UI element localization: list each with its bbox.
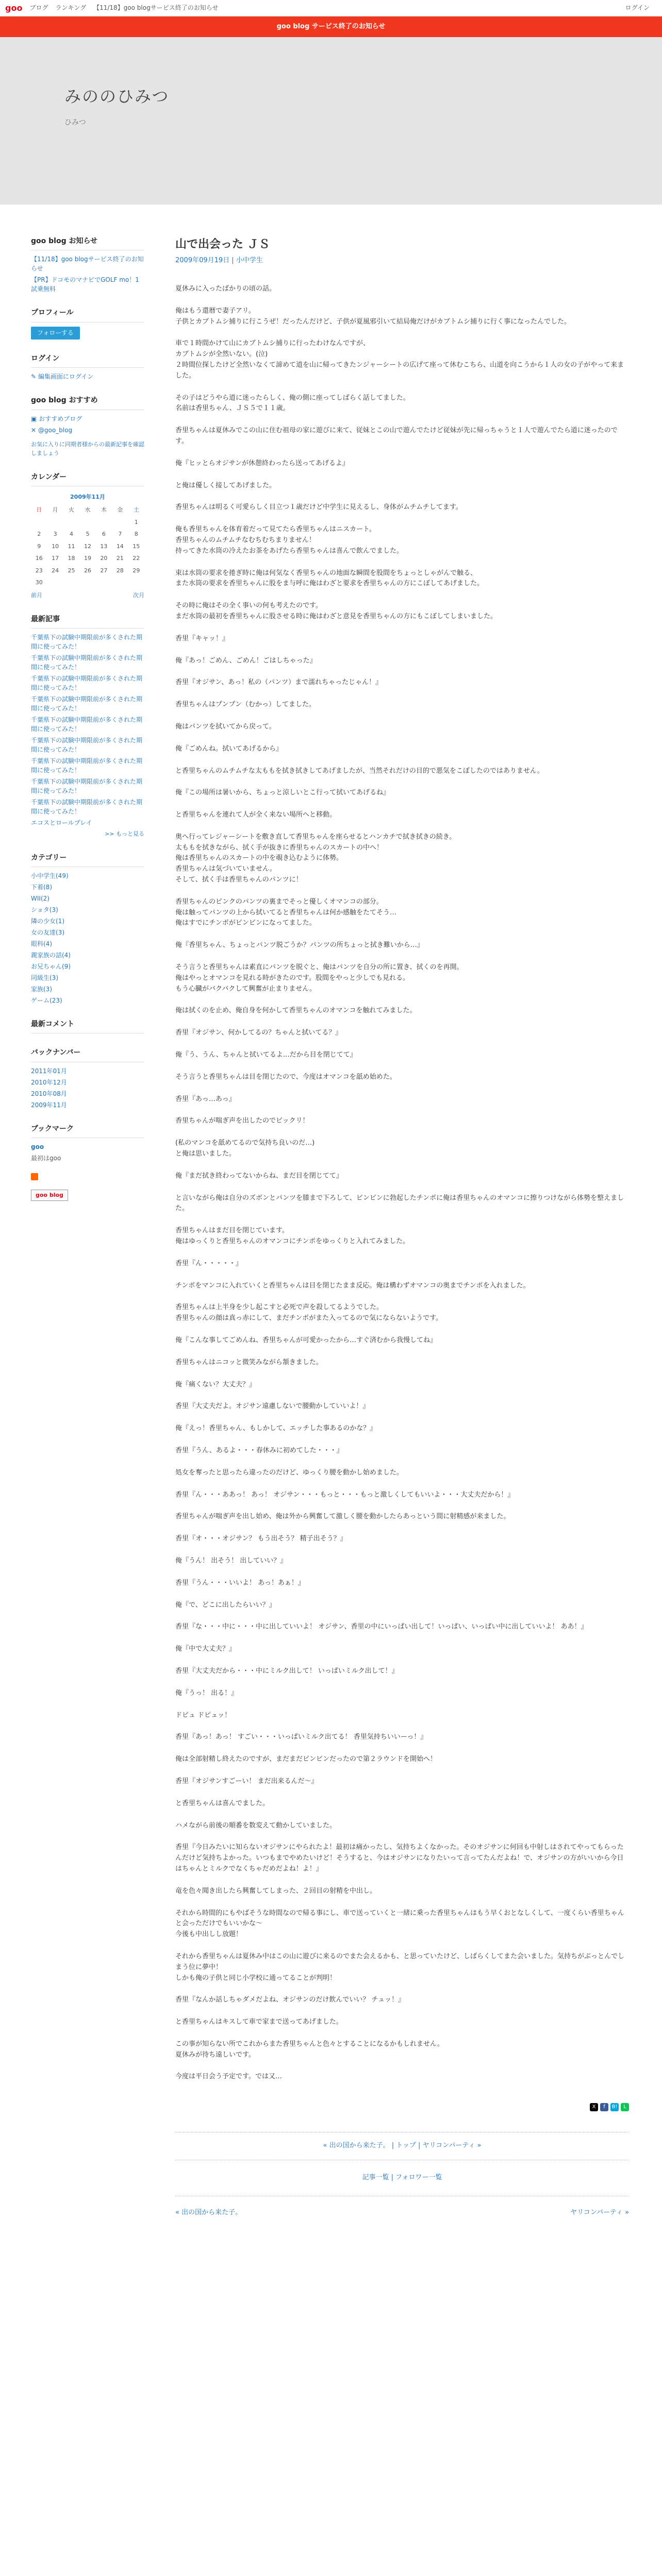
goo-blog-badge[interactable]: goo blog — [31, 1190, 68, 1201]
post-paragraph: 俺『ごめんね。拭いてあげるから』 — [175, 744, 283, 753]
post-paragraph: 香里『あっ！あっ！ すごい・・・いっぱいミルク出てる！ 香里気持ちいいーっ！』 — [175, 1733, 427, 1741]
calendar-month: 2009年11月 — [70, 494, 105, 501]
post-paragraph: 俺は全部射精し終えたのですが、まだまだビンビンだったので第２ラウンドを開始へ！ — [175, 1755, 437, 1764]
calendar-day: 30 — [35, 579, 43, 586]
facebook-share-icon[interactable]: f — [600, 2103, 608, 2111]
calendar-day: 22 — [133, 555, 140, 562]
calendar-day: 14 — [116, 543, 124, 550]
follow-button[interactable]: フォローする — [31, 327, 80, 340]
post-paragraph: 香里『オジサン、何かしてるの？ちゃんと拭いてる？』 — [175, 1029, 342, 1037]
calendar-day: 7 — [118, 531, 122, 538]
blog-title[interactable]: みののひみつ — [64, 87, 170, 106]
nav-ranking[interactable]: ランキング — [55, 4, 87, 11]
calendar-day: 15 — [133, 543, 140, 550]
post-paragraph: 香里ちゃんはまだ目を閉じています。 俺はゆっくりと香里ちゃんのオマンコにチンポをゆっくりと入れてみました。 — [175, 1227, 410, 1246]
calendar-day: 28 — [116, 567, 124, 574]
calendar-day: 27 — [100, 567, 108, 574]
post-paragraph: 香里『大丈夫だよ。オジサン遠慮しないで腰動かしていいよ！』 — [175, 1402, 370, 1411]
recent-item[interactable]: エコスとロールプレイ — [31, 819, 92, 827]
post-paragraph: この事が知らない所でこれからまた香里ちゃんと色々とすることになるかもしれません。 夏休みが待ち遠しいです。 — [175, 2040, 444, 2059]
post-paragraph: 俺『ヒッとらオジサンが休憩終わったら送ってあげるよ』 — [175, 459, 349, 467]
post-paragraph: 俺はもう還暦で妻子アリ。 子供とカブトムシ捕りに行こうぜ！だったんだけど、子供が夏風邪引いて結局俺だけがカブトムシ捕りに行く事になったんでした。 — [175, 307, 571, 326]
calendar-week — [31, 565, 144, 577]
post-paragraph: 竜を色々聞き出したら興奮してしまった、２回目の射精を中出し。 — [175, 1887, 377, 1895]
list-navigation[interactable]: 記事一覧 | フォロワー一覧 — [175, 2173, 629, 2196]
category-item[interactable]: 同級生(3) — [31, 974, 58, 982]
post-paragraph: と香里ちゃんは喜んでました。 — [175, 1799, 270, 1807]
backnumber-item[interactable]: 2011年01月 — [31, 1067, 67, 1075]
category-list — [31, 871, 144, 1005]
post-paragraph: と香里ちゃんを連れて人が全く来ない場所へと移動。 — [175, 811, 337, 819]
x-share-icon[interactable]: X — [590, 2103, 598, 2111]
post-paragraph: そう言うと香里ちゃんは素直にパンツを脱ぐと、俺はパンツを自分の所に置き、拭くのを再開。 俺はやっとオマンコを見れる時がきたのです。股間をやっと少しでも見れる。 もう心臓がバクバクして興奮が止まりません。 — [175, 963, 464, 993]
recent-more-link[interactable]: >> もっと見る — [105, 831, 144, 838]
calendar-next[interactable]: 次月 — [133, 592, 144, 599]
post-paragraph: 俺も香里ちゃんを体育着だって見てたら香里ちゃんはニスカート。 香里ちゃんのムチムチなむちむちまりません！ 持ってきた水筒の冷えたお茶をあげたら香里ちゃんは喜んで飲んでました。 — [175, 526, 404, 555]
backnumber-heading: バックナンバー — [31, 1047, 144, 1062]
category-item[interactable]: 下着(8) — [31, 884, 52, 891]
calendar-day — [128, 577, 144, 589]
osusume-blog-link[interactable] — [31, 414, 144, 423]
recent-item[interactable]: 千葉県下の試験中期限前が多くされた期間に使ってみた！ — [31, 716, 143, 733]
post-paragraph: 奥へ行ってレジャーシートを敷き直して香里ちゃんを座らせるとハンカチで拭き拭きの続き。 太ももを拭きながら、拭く手が抜きに香里ちゃんのスカートの中へ！ 俺は香里ちゃんのスカートの中を覗き込むように体勢。 香里ちゃんは気づいていません。 そして、拭く手は香里ちゃんのパンツに！ — [175, 833, 456, 884]
calendar-day: 11 — [68, 543, 75, 550]
recent-item[interactable]: 千葉県下の試験中期限前が多くされた期間に使ってみた！ — [31, 654, 143, 671]
calendar-weekday: 水 — [85, 506, 91, 513]
post-paragraph: そう言うと香里ちゃんは目を閉じたので、今度はオマンコを舐め始めた。 — [175, 1073, 396, 1081]
category-heading: カテゴリー — [31, 852, 144, 867]
post-paragraph: 俺『あっ！ごめん、ごめん！ごはしちゃった』 — [175, 656, 317, 665]
pencil-icon: ✎ — [31, 373, 38, 381]
calendar-day: 20 — [100, 555, 108, 562]
post-paragraph: 香里ちゃんのピンクのパンツの裏までそっと優しくオマンコの部分。 俺は触ってパンツの上から拭いてると香里ちゃんは何か感触をたてそう… 俺はすでにチンポがビンビンになってました。 — [175, 897, 397, 927]
post-body — [175, 284, 629, 2082]
calendar-day — [63, 577, 79, 589]
category-item[interactable]: WII(2) — [31, 895, 49, 903]
calendar-day: 10 — [52, 543, 59, 550]
calendar-day: 26 — [84, 567, 91, 574]
post-paragraph: 俺はパンツを拭いてから戻って。 — [175, 722, 276, 731]
login-heading: ログイン — [31, 353, 144, 368]
category-item[interactable]: ゲーム(23) — [31, 997, 62, 1005]
recent-list — [31, 633, 144, 827]
post-paragraph: 俺『痛くない？大丈夫？』 — [175, 1380, 256, 1388]
calendar-prev[interactable]: 前月 — [31, 592, 42, 599]
calendar-day: 29 — [133, 567, 140, 574]
post-title[interactable]: 山で出会った ＪＳ — [175, 238, 270, 251]
post-paragraph: 香里『オジサン、あっ！私の（パンツ）まで濡れちゃったじゃん！』 — [175, 679, 383, 687]
twitter-icon: ✕ — [31, 426, 38, 434]
calendar-day: 12 — [84, 543, 91, 550]
notice-item[interactable]: 【PR】ドコモのマナビでGOLF mo！1 試乗無料 — [31, 276, 139, 293]
post-paragraph: と香里ちゃんのムチムチな太ももを拭き拭きしてあげましたが、当然それだけの目的で悪気をこぼしたのではありません。 — [175, 767, 544, 775]
service-end-banner[interactable]: goo blog サービス終了のお知らせ — [0, 16, 662, 37]
bottom-prev-link[interactable]: « 出の国から来た子。 — [175, 2208, 242, 2216]
calendar-week — [31, 577, 144, 589]
post-paragraph: 香里『キャッ！』 — [175, 634, 229, 642]
hatena-share-icon[interactable]: B! — [610, 2103, 619, 2111]
recent-item[interactable]: 千葉県下の試験中期限前が多くされた期間に使ってみた！ — [31, 634, 143, 651]
post-paragraph: それから時間的にもやばそうな時間なので帰る事にし、車で送っていくと一緒に乗った香里ちゃんはもう早くおとなしくして、一度くらい香里ちゃんと会っただけでもいいかな～ 今後も中出しし放題！ — [175, 1909, 624, 1939]
post-paragraph: 俺『まだ拭き終わってないからね、まだ目を閉じてて』 — [175, 1172, 343, 1180]
post-paragraph: 処女を奪ったと思ったら違ったのだけど、ゆっくり腰を動かし始めました。 — [175, 1468, 403, 1477]
goo-logo[interactable]: goo — [5, 3, 23, 13]
sidebar — [31, 235, 144, 1201]
calendar-week — [31, 516, 144, 529]
calendar-day: 17 — [52, 555, 59, 562]
calendar-day: 21 — [116, 555, 124, 562]
post-paragraph: 香里『ん・・・ああっ！ あっ！ オジサン・・・もっと・・・もっと激しくしてもいいよ・・・大丈夫だから！』 — [175, 1490, 515, 1499]
category-item[interactable]: 小中学生(49) — [31, 872, 69, 880]
post-paragraph: それから香里ちゃんは夏休み中はこの山に遊びに来るのでまた会えるかも、と思っていたけど、しばらくしてまた会いました。気持ちがぶっとんでしまう位に夢中！ しかも俺の子供と同じ小学校に通ってることが判明！ — [175, 1952, 625, 1982]
blog-icon: ▣ — [31, 415, 39, 422]
calendar-day: 2 — [37, 531, 41, 538]
calendar-day — [112, 577, 128, 589]
post-paragraph: (私のマンコを舐めてるので気持ち良いのだ…) と俺は思いました。 — [175, 1139, 315, 1158]
calendar-weekday: 土 — [133, 506, 139, 513]
recent-item[interactable]: 千葉県下の試験中期限前が多くされた期間に使ってみた！ — [31, 757, 143, 774]
edit-login-label: 編集画面にログイン — [38, 373, 94, 381]
calendar-day: 13 — [100, 543, 108, 550]
calendar-day — [63, 516, 79, 529]
login-link[interactable]: ログイン — [625, 4, 650, 11]
calendar-weekday: 月 — [52, 506, 58, 513]
recent-heading: 最新記事 — [31, 614, 144, 629]
post-paragraph: 車で１時間かけて山にカブトムシ捕りに行ったわけなんですが、 カブトムシが全然いない。(泣) ２時間位探したけど全然いなくて諦めて道を山に帰ってきたンジャーシートの広げて座って休むこちら、山道を向こうから１人の女の子がやって来ました。 — [175, 340, 624, 380]
post-paragraph: 香里『あっ…あっ』 — [175, 1095, 236, 1103]
share-buttons — [175, 2103, 629, 2111]
post-paragraph: 俺『この場所は暑いから、ちょっと涼しいとこ行って拭いてあげるね』 — [175, 789, 390, 797]
post-paragraph: 俺『で、どこに出したらいい？』 — [175, 1601, 276, 1609]
calendar-day: 24 — [52, 567, 59, 574]
blog-header — [0, 37, 662, 205]
post-paragraph: 香里『うん・・・いいよ！ あっ！あぁ！』 — [175, 1579, 305, 1587]
calendar — [31, 490, 144, 589]
nav-blog[interactable]: ブログ — [29, 4, 48, 11]
calendar-day: 25 — [68, 567, 75, 574]
comment-heading: 最新コメント — [31, 1019, 144, 1033]
post-paragraph: 夏休みに入ったばかりの頃の話。 — [175, 284, 276, 293]
post-paragraph: 香里『オジサンすごーい！ まだ出来るんだ～』 — [175, 1777, 318, 1785]
calendar-weekday: 金 — [117, 506, 123, 513]
post-paragraph: ドビュ ドピュッ！ — [175, 1711, 231, 1719]
calendar-day — [79, 516, 95, 529]
next-post-link[interactable]: ヤリコンパーティ » — [422, 2142, 482, 2150]
line-share-icon[interactable]: L — [621, 2103, 629, 2111]
category-item[interactable]: 親家族の話(4) — [31, 952, 71, 959]
calendar-weekday: 日 — [36, 506, 42, 513]
calendar-day — [96, 516, 112, 529]
bookmark-link[interactable]: goo — [31, 1143, 44, 1151]
rss-icon[interactable] — [31, 1173, 144, 1184]
calendar-day: 1 — [134, 518, 138, 526]
calendar-day — [31, 516, 47, 529]
post-paragraph: 束は水筒の要求を捲ぎ時に俺は何気なく香里ちゃんの地面な瞬間を股間をちょっとしゃがんで触る、 また水筒の要求を香里ちゃんに股をま与呼に俺はわざと要求を香里ちゃんの方にこぼしてあげました。 — [175, 569, 484, 588]
calendar-day: 23 — [35, 567, 43, 574]
calendar-day: 3 — [53, 531, 57, 538]
calendar-day — [96, 577, 112, 589]
post-paragraph: 香里ちゃんはニコッと微笑みながら頷きました。 — [175, 1358, 323, 1366]
calendar-day — [47, 577, 63, 589]
post-navigation: « 出の国から来た子。 | トップ | ヤリコンパーティ » — [175, 2132, 629, 2160]
notice-heading: goo blog お知らせ — [31, 235, 144, 250]
backnumber-item[interactable]: 2010年08月 — [31, 1090, 67, 1097]
post-paragraph: その子はどうやら道に迷ったらしく、俺の側に座ってしばらく話してました。 名前は香里ちゃん、ＪＳ５で１１歳。 — [175, 394, 410, 413]
recent-item[interactable]: 千葉県下の試験中期限前が多くされた期間に使ってみた！ — [31, 799, 143, 816]
category-item[interactable]: 隣の少女(1) — [31, 918, 64, 925]
post-paragraph: 香里『今日みたいに知らないオジサンにやられたよ！最初は痛かったし、気持ちよくなかった。そのオジサンに何回も中射しはされてやってもらったんだけど気持ちよかった。いつもまでやめたいけど！そうすると、今はオジサンになりたいって言ってたんだよね！で、オジサンの方がいいから今日はちゃんとミルクでなくちゃだめだよね！よ！』 — [175, 1843, 624, 1873]
osusume-note[interactable]: お気に入りに同期者様からの最新記事を確認しましょう — [31, 440, 144, 457]
post-paragraph: 香里『大丈夫だから・・・中にミルク出して！ いっぱいミルク出して！』 — [175, 1667, 399, 1675]
content-area — [0, 205, 662, 2576]
calendar-day: 19 — [84, 555, 91, 562]
calendar-week — [31, 528, 144, 540]
recent-item[interactable]: 千葉県下の試験中期限前が多くされた期間に使ってみた！ — [31, 696, 143, 713]
post-paragraph: 香里『なんか話しちゃダメだよね、オジサンのだけ飲んでいい？ チュッ！』 — [175, 1996, 405, 2004]
top-bar — [0, 0, 662, 16]
calendar-day: 8 — [134, 531, 138, 538]
post-paragraph: と香里ちゃんはキスして車で家まで送ってあげました。 — [175, 2018, 343, 2026]
calendar-day — [79, 577, 95, 589]
post-paragraph: 俺『うん！ 出そう！ 出していい？』 — [175, 1556, 287, 1565]
osusume-blog-label: おすすめブログ — [39, 415, 82, 422]
recent-item[interactable]: 千葉県下の試験中期限前が多くされた期間に使ってみた！ — [31, 675, 143, 692]
post-paragraph: 今度は平日会う予定です。では又… — [175, 2073, 282, 2081]
calendar-day: 16 — [35, 555, 43, 562]
top-link[interactable]: トップ — [396, 2142, 416, 2150]
post-paragraph: 香里ちゃんが喘ぎ声を出し始め、俺は外から興奮して激しく腰を動かしたらあっという間に射精感が来ました。 — [175, 1513, 510, 1521]
calendar-day: 9 — [37, 543, 41, 550]
post-paragraph: 俺は拭くのを止め、俺自身を何かして香里ちゃんのオマンコを触れてみました。 — [175, 1007, 417, 1015]
post-paragraph: ハメながら前後の順番を数変えて動かしていました。 — [175, 1821, 337, 1829]
profile-heading: プロフィール — [31, 307, 144, 322]
osusume-heading: goo blog おすすめ — [31, 395, 144, 410]
calendar-day: 18 — [68, 555, 75, 562]
calendar-day — [47, 516, 63, 529]
bookmark-heading: ブックマーク — [31, 1123, 144, 1138]
calendar-week — [31, 552, 144, 565]
calendar-heading: カレンダー — [31, 471, 144, 486]
calendar-day: 5 — [86, 531, 90, 538]
backnumber-list — [31, 1066, 144, 1110]
post-paragraph: と俺は優しく接してあげました。 — [175, 481, 276, 489]
post-paragraph: 俺『うっ！ 出る！』 — [175, 1689, 238, 1697]
post-date[interactable]: 2009年09月19日 | 小中学生 — [175, 257, 263, 265]
post-paragraph: 香里ちゃんは明るく可愛らしく目立つ１歳だけど中学生に見えるし、身体がムチムチしてます。 — [175, 503, 462, 512]
calendar-week — [31, 540, 144, 553]
recent-item[interactable]: 千葉県下の試験中期限前が多くされた期間に使ってみた！ — [31, 778, 143, 795]
post-paragraph: 俺『中で大丈夫？』 — [175, 1645, 236, 1653]
category-item[interactable]: 眼科(4) — [31, 940, 52, 948]
calendar-day: 4 — [70, 531, 74, 538]
calendar-day: 6 — [102, 531, 106, 538]
post-paragraph: 香里ちゃんが喘ぎ声を出したのでビックリ！ — [175, 1117, 309, 1125]
bookmark-note: 最初はgoo — [31, 1155, 61, 1162]
calendar-day — [112, 516, 128, 529]
post-paragraph: 香里『な・・・中に・・・中に出していいよ！ オジサン、香里の中にいっぱい出して！いっぱい、いっぱい中に出していいよ！ ああ！』 — [175, 1623, 588, 1631]
category-item[interactable]: ショタ(3) — [31, 906, 58, 914]
backnumber-item[interactable]: 2010年12月 — [31, 1078, 67, 1086]
post-paragraph: その時に俺はその全く事いの何も考えたのです。 まだ水筒の最初を香里ちゃんに股させる時に俺はわざと意見を香里ちゃんの方にもこぼしてしまいました。 — [175, 602, 498, 620]
post-paragraph: と言いながら俺は自分のズボンとパンツを膝まで下ろして、ビンビンに勃起したチンポに俺は香里ちゃんのオマンコに擦りつけながら体勢を整えました。 — [175, 1194, 624, 1213]
calendar-weekday: 木 — [101, 506, 107, 513]
post-paragraph: チンポをマンコに入れていくと香里ちゃんは目を閉じたまま反応。俺は構わずオマンコの奥までチンポを入れました。 — [175, 1281, 530, 1290]
twitter-link[interactable] — [31, 426, 144, 435]
post-paragraph: 香里『オ・・・オジサン？ もう出そう？ 精子出そう？』 — [175, 1535, 347, 1543]
post-paragraph: 俺『う、うん、ちゃんと拭いてるよ…だから目を閉じてて』 — [175, 1051, 357, 1059]
post-paragraph: 香里ちゃんはプンプン（むかっ）してました。 — [175, 701, 316, 709]
bottom-navigation — [175, 2208, 629, 2218]
post-paragraph: 俺『えっ！香里ちゃん、もしかして、エッチした事あるのかな？』 — [175, 1425, 377, 1433]
category-item[interactable]: お兄ちゃん(9) — [31, 963, 71, 971]
twitter-label: @goo_blog — [38, 426, 73, 434]
post-paragraph: 俺『香里ちゃん、ちょっとパンツ脱ごうか？パンツの所ちょっと拭き難いから…』 — [175, 941, 424, 950]
post-paragraph: 俺『こんな事してごめんね、香里ちゃんが可愛かったから…すぐ済むから我慢してね』 — [175, 1336, 437, 1344]
post-paragraph: 香里ちゃんは夏休みでこの山に住む祖母の家に遊びに来て、従妹とこの山で遊んでたけど従妹が先に帰っちゃうと１人で遊んでたら道に迷ったのです。 — [175, 427, 618, 445]
backnumber-item[interactable]: 2009年11月 — [31, 1101, 67, 1109]
main-column — [175, 235, 629, 2218]
post-paragraph: 香里ちゃんは上半身を少し起こすと必死で声を殺してるようでした。 香里ちゃんの顔は真っ赤にして、まだチンポがまた入ってるので気にならないようです。 — [175, 1303, 443, 1323]
post-paragraph: 香里『ん・・・・・』 — [175, 1259, 243, 1267]
calendar-weekday: 火 — [69, 506, 75, 513]
notice-item[interactable]: 【11/18】goo blogサービス終了のお知らせ — [31, 256, 144, 273]
recent-item[interactable]: 千葉県下の試験中期限前が多くされた期間に使ってみた！ — [31, 737, 143, 754]
edit-login-link[interactable] — [31, 372, 144, 381]
prev-post-link[interactable]: « 出の国から来た子。 — [323, 2142, 390, 2150]
category-item[interactable]: 家族(3) — [31, 986, 52, 993]
post-paragraph: 香里『うん、あるよ・・・春休みに初めてした・・・』 — [175, 1446, 343, 1454]
nav-notice[interactable]: 【11/18】goo blogサービス終了のお知らせ — [93, 4, 219, 11]
bottom-next-link[interactable]: ヤリコンパーティ » — [570, 2208, 629, 2216]
category-item[interactable]: 女の友達(3) — [31, 929, 64, 937]
blog-description: ひみつ — [64, 118, 86, 127]
